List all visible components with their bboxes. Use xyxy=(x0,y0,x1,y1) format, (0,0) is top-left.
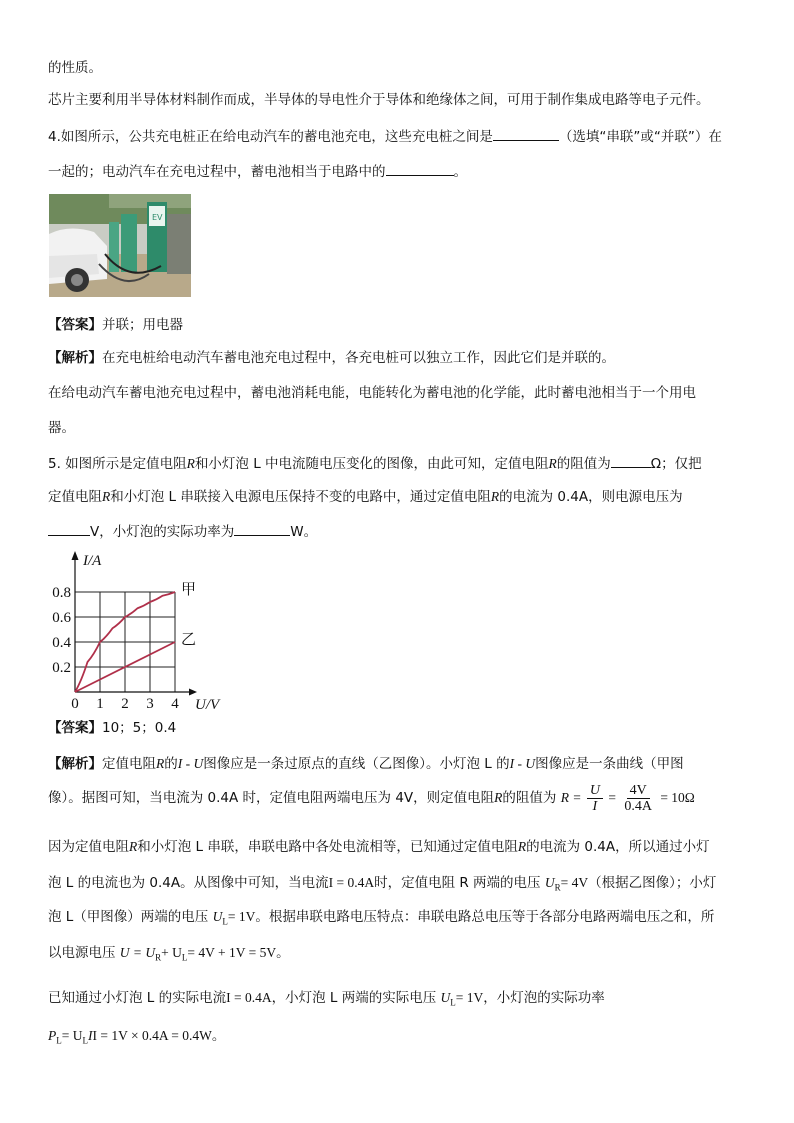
charging-station-illustration xyxy=(49,194,191,297)
text: V，小灯泡的实际功率为 xyxy=(90,524,235,540)
text: 的 xyxy=(164,756,178,772)
question-5-line-2 xyxy=(48,488,683,506)
answer-5 xyxy=(48,719,176,737)
explanation-4-line-1 xyxy=(48,349,615,367)
series-label: 甲 xyxy=(181,580,197,598)
numerator: 4V xyxy=(627,783,650,799)
explanation-5-line-8 xyxy=(48,1027,225,1050)
math-expr: R = xyxy=(560,790,582,805)
text: 。 xyxy=(276,945,290,961)
answer-blank[interactable] xyxy=(611,454,651,468)
text: 已知通过小灯泡 L 的实际电流 xyxy=(48,990,227,1006)
question-4-line-2 xyxy=(48,162,467,181)
text: 定值电阻 xyxy=(102,756,156,772)
text: 时，定值电阻 R 两端的电压 xyxy=(374,875,541,891)
y-tick-label: 0.2 xyxy=(52,660,71,676)
text: 图像应是一条曲线（甲图 xyxy=(535,756,684,772)
text: 泡 L 的电流也为 0.4A。从图像中可知，当电流 xyxy=(48,875,329,891)
x-axis-arrow xyxy=(189,689,197,696)
text: W。 xyxy=(290,524,318,540)
text: ，小灯泡 L 两端的实际电压 xyxy=(271,990,437,1006)
iu-chart xyxy=(45,548,235,722)
text: 。根据串联电路电压特点：串联电路总电压等于各部分电路两端电压之和，所 xyxy=(255,909,715,925)
text: ，小灯泡的实际功率 xyxy=(483,990,605,1006)
denominator: 0.4A xyxy=(624,799,652,815)
y-axis-label: I/A xyxy=(83,553,102,569)
explanation-5-line-5 xyxy=(48,908,714,931)
numerator: U xyxy=(587,783,603,799)
math-expr: $U_R= 4V$ xyxy=(544,875,589,893)
answer-blank[interactable] xyxy=(48,522,90,536)
y-axis-arrow xyxy=(72,551,79,560)
text: 定值电阻 xyxy=(48,489,102,505)
text: 因为定值电阻 xyxy=(48,839,129,855)
text: 像）。据图可知，当电流为 0.4A 时，定值电阻两端电压为 4V，则定值电阻 xyxy=(48,790,495,806)
math-expr: I - U xyxy=(509,756,536,771)
text: Ω；仅把 xyxy=(650,456,702,472)
math-expr: $U_L= 1V$ xyxy=(440,990,484,1008)
math-expr: $U = U_R+ U_L= 4V + 1V = 5V$ xyxy=(119,945,277,963)
explanation-4-line-2: 在给电动汽车蓄电池充电过程中，蓄电池消耗电能，电能转化为蓄电池的化学能，此时蓄电池相当于一个用电 xyxy=(48,385,696,401)
math-expr: $P_L= U_LII = 1V \times 0.4A = 0.4W$ xyxy=(48,1028,212,1046)
text: （选填“串联”或“并联”）在 xyxy=(558,129,722,145)
text: （根据乙图像）；小灯 xyxy=(588,875,717,891)
paragraph-line: 芯片主要利用半导体材料制作而成，半导体的导电性介于导体和绝缘体之间，可用于制作集成电路等电子元件。 xyxy=(48,92,710,108)
series-label: 乙 xyxy=(181,630,197,648)
explanation-tag: 【解析】 xyxy=(48,756,102,772)
math-expr: I - U xyxy=(177,756,204,771)
equals: = xyxy=(608,790,616,805)
math-var: R xyxy=(490,489,500,504)
explanation-5-line-4 xyxy=(48,874,716,897)
explanation-text: 在充电桩给电动汽车蓄电池充电过程中，各充电桩可以独立工作，因此它们是并联的。 xyxy=(102,350,615,366)
fraction xyxy=(621,783,655,814)
y-tick-label: 0.6 xyxy=(52,610,71,626)
explanation-5-line-3 xyxy=(48,838,710,856)
text: 5. 如图所示是定值电阻 xyxy=(48,456,187,472)
answer-tag: 【答案】 xyxy=(48,720,102,736)
text: 的阻值为 xyxy=(502,790,557,806)
denominator: I xyxy=(592,799,598,815)
y-tick-label: 0.8 xyxy=(52,585,71,601)
explanation-5-line-2 xyxy=(48,780,695,816)
math-var: R xyxy=(186,456,195,471)
text: 。 xyxy=(453,164,467,180)
text: 以电源电压 xyxy=(48,945,116,961)
x-tick-label: 1 xyxy=(96,696,104,712)
question-4-line-1 xyxy=(48,127,722,146)
math-expr: I = 0.4A xyxy=(226,990,272,1005)
math-var: R xyxy=(548,456,557,471)
text: 图像应是一条过原点的直线（乙图像）。小灯泡 L 的 xyxy=(203,756,510,772)
math-var: R xyxy=(102,489,111,504)
explanation-tag: 【解析】 xyxy=(48,350,102,366)
math-expr: $U_L= 1V$ xyxy=(212,909,256,927)
x-tick-label: 4 xyxy=(171,696,179,712)
question-5-line-1 xyxy=(48,454,702,473)
explanation-4-line-3: 器。 xyxy=(48,420,75,436)
station-sign-text: EV xyxy=(152,213,163,222)
math-var: R xyxy=(129,839,138,854)
math-expr: I = 0.4A xyxy=(328,875,375,890)
text: 和小灯泡 L 串联，串联电路中各处电流相等，已知通过定值电阻 xyxy=(137,839,518,855)
y-tick-label: 0.4 xyxy=(52,635,71,651)
answer-tag: 【答案】 xyxy=(48,317,102,333)
fraction xyxy=(587,783,603,814)
text: 的电流为 0.4A，则电源电压为 xyxy=(499,489,683,505)
x-axis-label: U/V xyxy=(195,697,220,713)
text: 的电流为 0.4A，所以通过小灯 xyxy=(526,839,710,855)
iu-chart-svg xyxy=(45,548,235,718)
x-tick-label: 0 xyxy=(71,696,79,712)
answer-4 xyxy=(48,316,183,334)
x-tick-label: 3 xyxy=(146,696,154,712)
resistance-formula xyxy=(560,783,695,815)
charging-station-photo xyxy=(49,194,191,297)
question-5-line-3 xyxy=(48,522,317,541)
text: 和小灯泡 L 串联接入电源电压保持不变的电路中，通过定值电阻 xyxy=(110,489,491,505)
math-var: R xyxy=(156,756,165,771)
text: 泡 L（甲图像）两端的电压 xyxy=(48,909,209,925)
paragraph-line: 的性质。 xyxy=(48,60,102,76)
x-tick-label: 2 xyxy=(121,696,129,712)
result: = 10Ω xyxy=(660,790,695,805)
text: 一起的；电动汽车在充电过程中，蓄电池相当于电路中的 xyxy=(48,164,386,180)
explanation-5-line-1 xyxy=(48,755,684,773)
answer-text: 并联；用电器 xyxy=(102,317,183,333)
answer-blank[interactable] xyxy=(386,162,454,176)
math-var: R xyxy=(494,790,503,805)
text: 。 xyxy=(211,1028,226,1043)
text: 的阻值为 xyxy=(556,456,611,472)
math-var: R xyxy=(517,839,527,854)
text: 和小灯泡 L 中电流随电压变化的图像，由此可知，定值电阻 xyxy=(194,456,549,472)
explanation-5-line-6 xyxy=(48,944,290,967)
answer-blank[interactable] xyxy=(493,127,559,141)
answer-blank[interactable] xyxy=(234,522,290,536)
explanation-5-line-7 xyxy=(48,989,605,1012)
text: 4.如图所示，公共充电桩正在给电动汽车的蓄电池充电，这些充电桩之间是 xyxy=(48,129,493,145)
answer-text: 10；5；0.4 xyxy=(102,720,177,736)
